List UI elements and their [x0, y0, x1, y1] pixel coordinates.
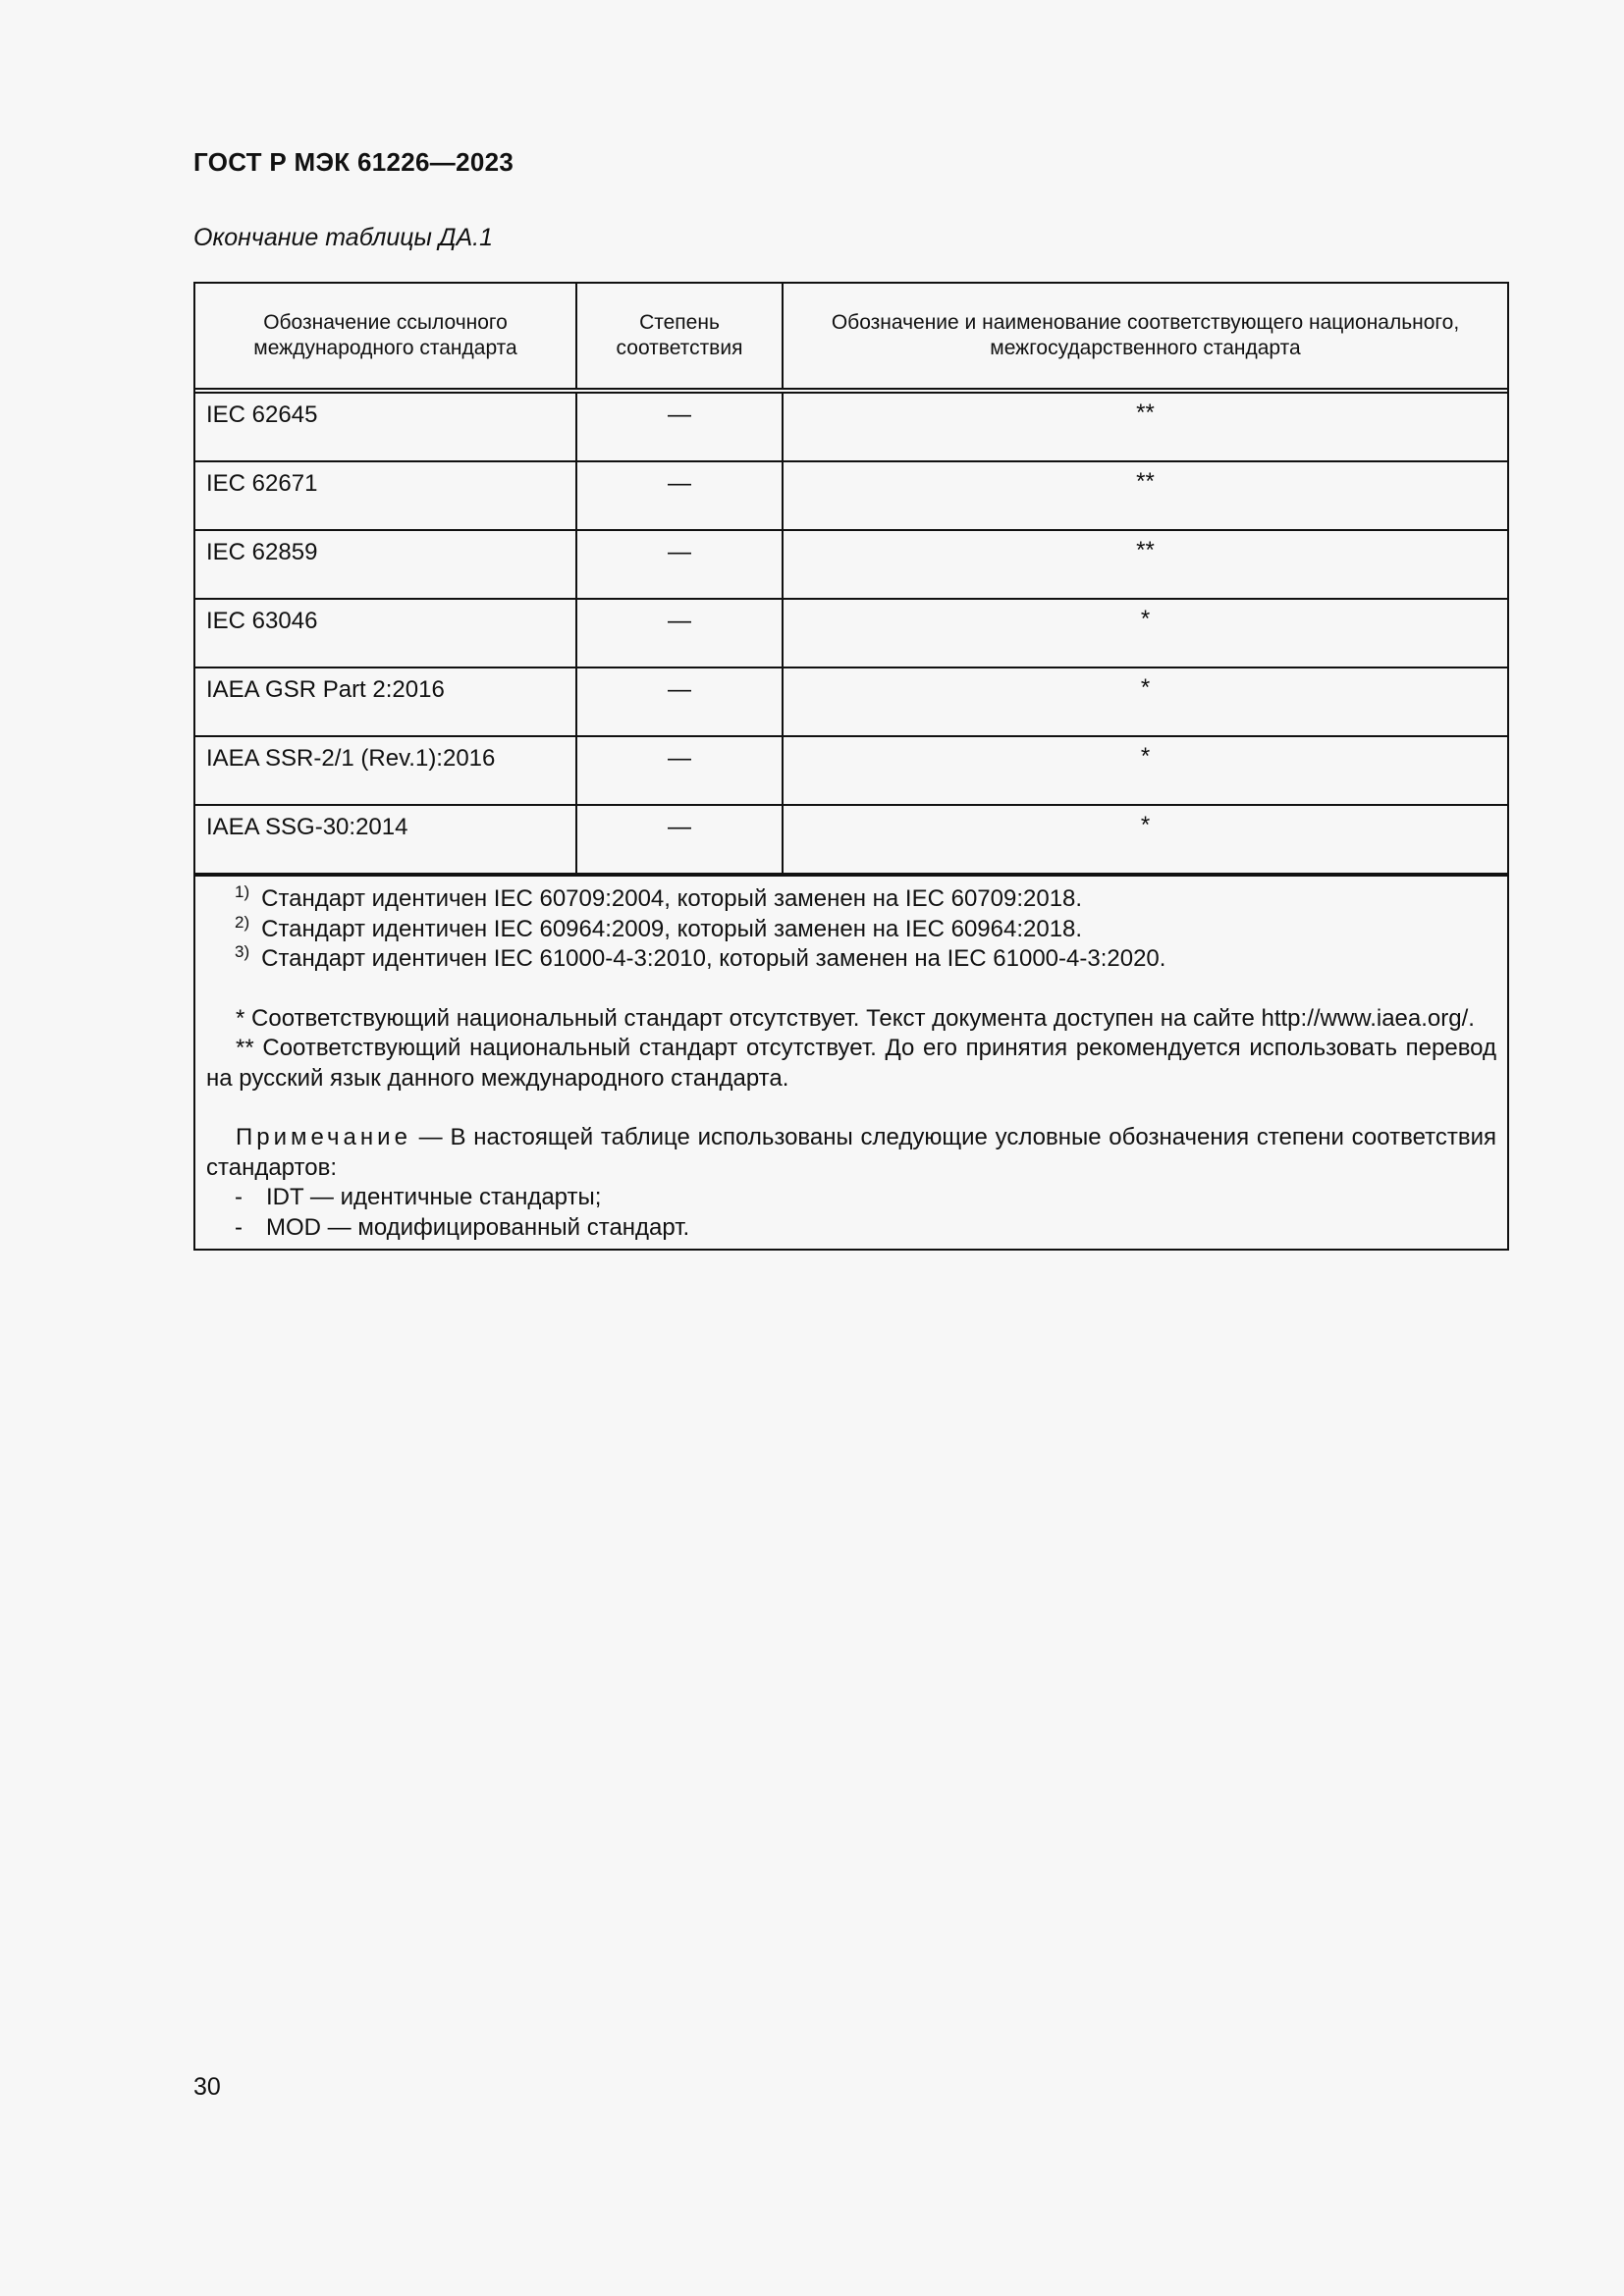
list-item — [206, 1213, 1496, 1244]
column-header-national: Обозначение и наименование соответствующего национального, межгосударственного стандарта — [783, 284, 1507, 391]
footnote — [206, 944, 1496, 975]
cell-reference: IEC 62859 — [195, 530, 576, 599]
footnote-text: Стандарт идентичен IEC 61000-4-3:2010, который заменен на IEC 61000-4-3:2020. — [261, 945, 1166, 972]
cell-degree: — — [576, 667, 783, 736]
cell-degree: — — [576, 461, 783, 530]
cell-degree: — — [576, 599, 783, 667]
list-dash: - — [235, 1184, 243, 1210]
cell-national: * — [783, 599, 1507, 667]
cell-reference: IAEA SSR-2/1 (Rev.1):2016 — [195, 736, 576, 805]
cell-reference: IEC 62645 — [195, 391, 576, 461]
cell-reference: IAEA SSG-30:2014 — [195, 805, 576, 874]
cell-national: * — [783, 805, 1507, 874]
note-label: Примечание — [236, 1124, 411, 1150]
cell-reference: IAEA GSR Part 2:2016 — [195, 667, 576, 736]
column-header-reference: Обозначение ссылочного международного стандарта — [195, 284, 576, 391]
table-row — [195, 599, 1507, 667]
footnote-mark: 1) — [235, 882, 250, 901]
cell-degree: — — [576, 391, 783, 461]
list-item-text: MOD — модифицированный стандарт. — [266, 1213, 690, 1241]
table-row — [195, 805, 1507, 874]
column-header-degree: Степень соответствия — [576, 284, 783, 391]
correspondence-table — [193, 282, 1509, 1251]
footnote — [206, 912, 1496, 945]
note-text: — В настоящей таблице использованы следующие условные обозначения степени соответствия стандартов: — [206, 1124, 1496, 1181]
cell-national: * — [783, 667, 1507, 736]
page-number: 30 — [193, 2073, 221, 2101]
double-star-note: ** Соответствующий национальный стандарт отсутствует. До его принятия рекомендуется использовать перевод на русский язык данного международного стандарта. — [206, 1035, 1496, 1092]
footnote-mark: 3) — [235, 942, 250, 961]
table-row — [195, 391, 1507, 461]
cell-national: * — [783, 736, 1507, 805]
cell-degree: — — [576, 530, 783, 599]
list-item — [206, 1183, 1496, 1213]
cell-national: ** — [783, 391, 1507, 461]
table-header-row — [195, 284, 1507, 391]
list-dash: - — [235, 1213, 243, 1241]
table-row — [195, 736, 1507, 805]
footnote-text: Стандарт идентичен IEC 60964:2009, который заменен на IEC 60964:2018. — [261, 915, 1083, 942]
cell-reference: IEC 62671 — [195, 461, 576, 530]
table-notes — [195, 875, 1507, 1249]
table-row — [195, 530, 1507, 599]
table-caption: Окончание таблицы ДА.1 — [193, 224, 493, 251]
cell-national: ** — [783, 530, 1507, 599]
cell-reference: IEC 63046 — [195, 599, 576, 667]
footnote — [206, 884, 1496, 915]
cell-national: ** — [783, 461, 1507, 530]
cell-degree: — — [576, 736, 783, 805]
document-header: ГОСТ Р МЭК 61226—2023 — [193, 147, 514, 177]
table-row — [195, 461, 1507, 530]
cell-degree: — — [576, 805, 783, 874]
footnote-text: Стандарт идентичен IEC 60709:2004, который заменен на IEC 60709:2018. — [261, 885, 1083, 912]
table-row — [195, 667, 1507, 736]
footnote-mark: 2) — [235, 912, 250, 932]
note-paragraph — [206, 1123, 1496, 1183]
single-star-note: * Соответствующий национальный стандарт отсутствует. Текст документа доступен на сайте http://www.iaea.org/. — [236, 1004, 1475, 1032]
list-item-text: IDT — идентичные стандарты; — [266, 1184, 602, 1210]
